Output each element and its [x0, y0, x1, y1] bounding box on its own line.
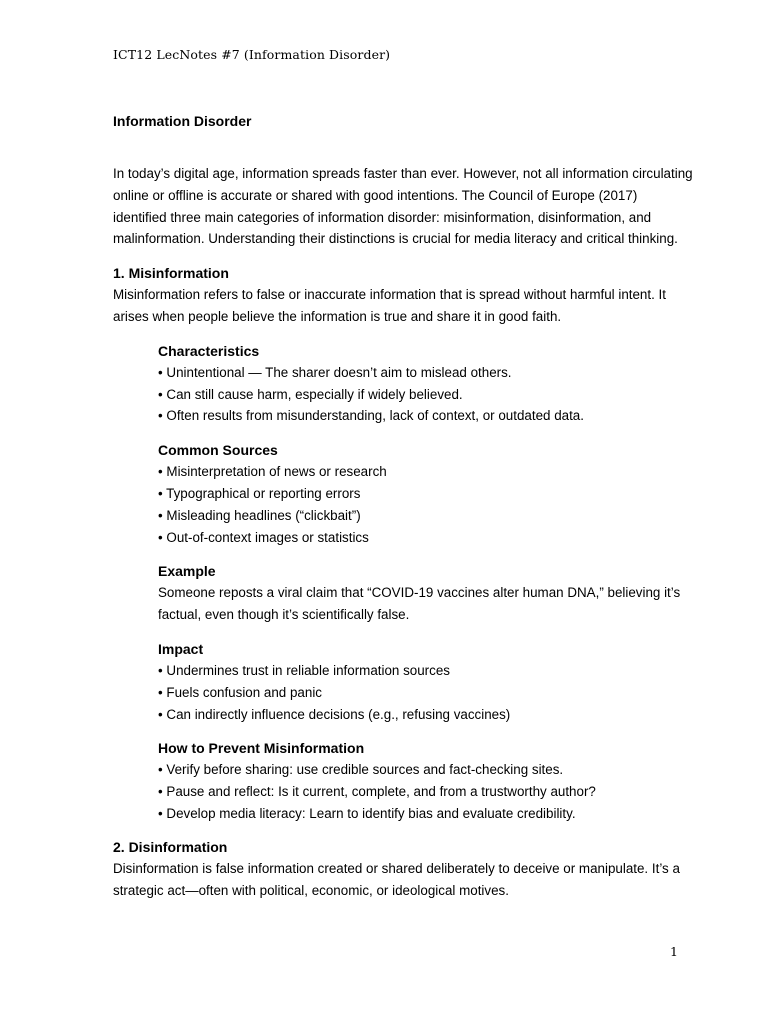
document-body [113, 111, 693, 901]
misinformation-definition: Misinformation refers to false or inaccurate information that is spread without harmful intent. It arises when people believe the information is true and share it in good faith. [113, 287, 666, 324]
list-item: • Pause and reflect: Is it current, complete, and from a trustworthy author? [158, 784, 596, 800]
impact-block [158, 638, 693, 725]
list-item: • Can indirectly influence decisions (e.g., refusing vaccines) [158, 706, 511, 722]
list-item: • Often results from misunderstanding, lack of context, or outdated data. [158, 408, 584, 424]
sources-heading: Common Sources [158, 442, 278, 459]
sources-block [158, 439, 693, 548]
section-heading-misinformation: 1. Misinformation [113, 265, 229, 282]
disinformation-definition: Disinformation is false information created or shared deliberately to deceive or manipulate. It’s a strategic act—often with political, economic, or ideological motives. [113, 860, 680, 898]
page-header: ICT12 LecNotes #7 (Information Disorder) [113, 47, 391, 62]
example-text: Someone reposts a viral claim that “COVID-19 vaccines alter human DNA,” believing it’s factual, even though it’s scientifically false. [158, 585, 681, 623]
list-item: • Misinterpretation of news or research [158, 464, 387, 480]
list-item: • Out-of-context images or statistics [158, 529, 369, 545]
list-item: • Undermines trust in reliable information sources [158, 662, 450, 678]
list-item: • Develop media literacy: Learn to identify bias and evaluate credibility. [158, 805, 576, 821]
characteristics-block [158, 340, 693, 427]
prevent-block [158, 737, 693, 824]
prevent-heading: How to Prevent Misinformation [158, 740, 365, 757]
document-title: Information Disorder [113, 113, 252, 129]
intro-paragraph: In today’s digital age, information spreads faster than ever. However, not all information circulating online or offline is accurate or shared with good intentions. The Council of Europe (2017) identified three main categories of information disorder: misinformation, disinformation, and malinformation. Understanding their distinctions is crucial for media literacy and critical thinking. [113, 166, 693, 247]
section-heading-disinformation: 2. Disinformation [113, 838, 228, 855]
list-item: • Typographical or reporting errors [158, 485, 361, 501]
characteristics-heading: Characteristics [158, 342, 260, 359]
example-heading: Example [158, 563, 216, 580]
list-item: • Fuels confusion and panic [158, 684, 322, 700]
list-item: • Can still cause harm, especially if widely believed. [158, 386, 463, 402]
list-item: • Unintentional — The sharer doesn’t aim to mislead others. [158, 364, 512, 380]
list-item: • Misleading headlines (“clickbait”) [158, 507, 361, 523]
impact-heading: Impact [158, 640, 204, 657]
example-block [158, 560, 693, 626]
list-item: • Verify before sharing: use credible sources and fact-checking sites. [158, 762, 564, 778]
page-number: 1 [670, 944, 678, 959]
